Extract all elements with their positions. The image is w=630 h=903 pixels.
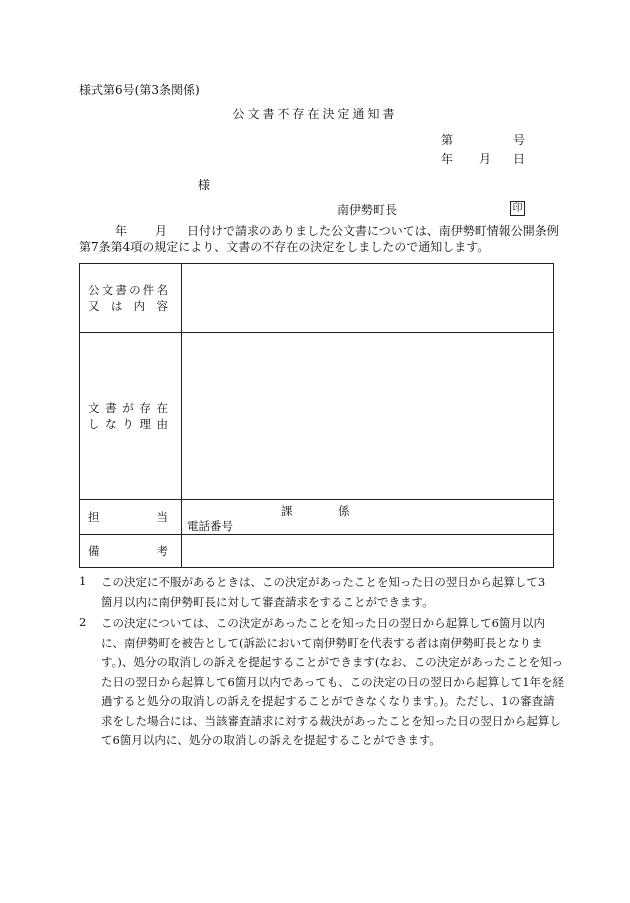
body-line-1-text: 日付けで請求のありました公文書については、南伊勢町情報公開条例 <box>187 224 559 238</box>
contact-value-cell[interactable] <box>182 500 554 535</box>
body-line-1 <box>79 223 559 239</box>
contact-unit-label: 係 <box>338 504 350 518</box>
note-number: 2 <box>79 615 87 629</box>
reason-value-cell[interactable] <box>182 333 554 500</box>
table-row-reason <box>80 333 554 500</box>
body-line-2: 第7条第4項の規定により、文書の不存在の決定をしましたので通知します。 <box>79 240 490 254</box>
issuer-name: 南伊勢町長 <box>337 203 398 217</box>
addressee-suffix: 様 <box>198 178 211 192</box>
remarks-value-cell[interactable] <box>182 535 554 568</box>
note-item: 1 この決定に不服があるときは、この決定があったことを知った日の翌日から起算して3 箇月以内に南伊勢町長に対して審査請求をすることができます。 <box>79 574 546 609</box>
contact-phone-label: 電話番号 <box>187 519 233 533</box>
date-year: 年 <box>441 152 454 166</box>
date-day: 日 <box>513 152 526 166</box>
document-title: 公文書不存在決定通知書 <box>232 107 398 121</box>
body-year: 年 <box>115 224 128 238</box>
reason-label: 文書が存在 しなり理由 <box>80 333 182 500</box>
body-month: 月 <box>155 224 168 238</box>
subject-label: 公文書の件名 又 は 内 容 <box>80 264 182 333</box>
note-number: 1 <box>79 574 87 588</box>
remarks-label: 備考 <box>80 535 182 568</box>
table-row-contact <box>80 500 554 535</box>
body-paragraph <box>79 223 559 255</box>
contact-section-label: 課 <box>281 504 293 518</box>
form-label: 様式第6号(第3条関係) <box>79 83 200 97</box>
date-month: 月 <box>479 152 492 166</box>
number-suffix: 号 <box>513 133 526 147</box>
number-prefix: 第 <box>441 133 454 147</box>
note-item: 2 この決定については、この決定があったことを知った日の翌日から起算して6箇月以内 に、南伊勢町を被告として(訴訟において南伊勢町を代表する者は南伊勢町長となりま す。)、処分の取消しの訴えを提起することができます(なお、この決定があったことを知っ た日の翌日から起算して6箇月以内であっても、この決定の日の翌日から起算して1年を経 過すると処分の取消しの訴えを提起することができなくなります。)。ただし、1の審査請 求をした場合には、当該審査請求に対する裁決があったことを知った日の翌日から起算し て6箇月以内に、処分の取消しの訴えを提起することができます。 <box>79 615 565 747</box>
notes-section <box>79 573 565 753</box>
table-row-remarks <box>80 535 554 568</box>
subject-value-cell[interactable] <box>182 264 554 333</box>
seal-mark: 印 <box>510 201 525 216</box>
table-row-subject <box>80 264 554 333</box>
contact-label: 担当 <box>80 500 182 535</box>
form-table <box>79 263 554 568</box>
